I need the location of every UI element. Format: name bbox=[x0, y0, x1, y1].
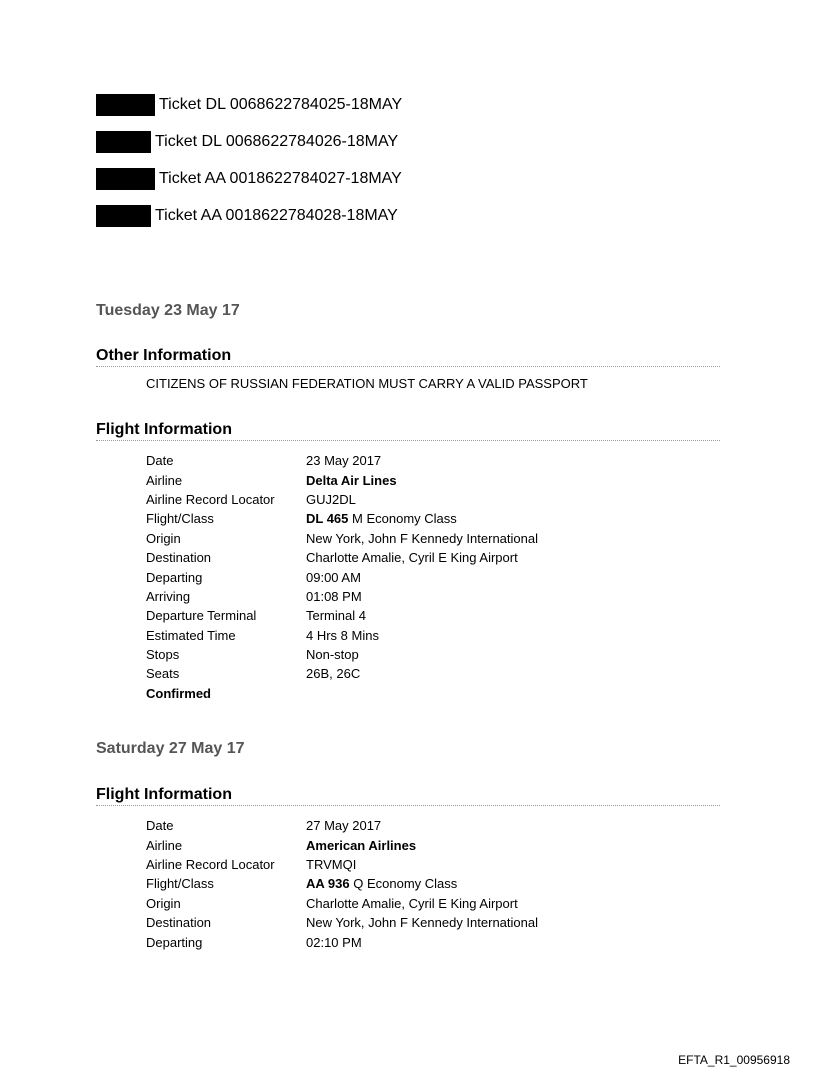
ticket-text: Ticket AA 0018622784027-18MAY bbox=[159, 170, 402, 187]
passport-note: CITIZENS OF RUSSIAN FEDERATION MUST CARRY A VALID PASSPORT bbox=[146, 376, 588, 391]
detail-label: Airline Record Locator bbox=[146, 856, 275, 872]
other-information-section bbox=[96, 347, 720, 391]
detail-label: Departing bbox=[146, 934, 203, 950]
detail-row-estimated-time bbox=[146, 626, 720, 645]
detail-row-origin bbox=[146, 529, 720, 548]
flight-number: AA 936 bbox=[306, 876, 350, 892]
booking-status: Confirmed bbox=[146, 685, 211, 701]
detail-row-destination bbox=[146, 913, 720, 932]
detail-label: Arriving bbox=[146, 588, 191, 604]
detail-label: Flight/Class bbox=[146, 511, 214, 527]
ticket-text: Ticket AA 0018622784028-18MAY bbox=[155, 207, 398, 224]
detail-label: Seats bbox=[146, 666, 180, 682]
detail-row-airline bbox=[146, 835, 720, 854]
detail-value: GUJ2DL bbox=[306, 491, 356, 507]
detail-label: Origin bbox=[146, 530, 181, 546]
detail-row-terminal bbox=[146, 606, 720, 625]
day-heading: Tuesday 23 May 17 bbox=[96, 302, 240, 319]
travel-class: M Economy Class bbox=[352, 511, 457, 527]
travel-class: Q Economy Class bbox=[353, 876, 458, 892]
ticket-line bbox=[96, 205, 398, 227]
detail-label: Flight/Class bbox=[146, 876, 214, 892]
detail-value: New York, John F Kennedy International bbox=[306, 530, 538, 546]
detail-label: Airline bbox=[146, 472, 183, 488]
flight-information-section bbox=[96, 786, 720, 952]
ticket-line bbox=[96, 131, 398, 153]
detail-value: 23 May 2017 bbox=[306, 453, 382, 469]
flight-number: DL 465 bbox=[306, 511, 349, 527]
detail-label: Stops bbox=[146, 647, 180, 663]
detail-label: Departing bbox=[146, 569, 203, 585]
detail-row-origin bbox=[146, 894, 720, 913]
section-title: Flight Information bbox=[96, 421, 720, 441]
detail-value bbox=[306, 876, 457, 891]
detail-label: Airline bbox=[146, 837, 183, 853]
detail-row-date bbox=[146, 816, 720, 835]
detail-value: 02:10 PM bbox=[306, 934, 362, 950]
detail-row-destination bbox=[146, 548, 720, 567]
detail-row-seats bbox=[146, 664, 720, 683]
detail-label: Origin bbox=[146, 895, 181, 911]
detail-row-date bbox=[146, 451, 720, 470]
detail-label: Airline Record Locator bbox=[146, 491, 275, 507]
redaction-box bbox=[96, 94, 155, 116]
detail-value: 4 Hrs 8 Mins bbox=[306, 627, 379, 643]
redaction-box bbox=[96, 168, 155, 190]
detail-row-status bbox=[146, 684, 720, 703]
detail-value: 26B, 26C bbox=[306, 666, 361, 682]
detail-value: 27 May 2017 bbox=[306, 818, 382, 834]
redaction-box bbox=[96, 205, 151, 227]
detail-value: Non-stop bbox=[306, 647, 359, 663]
ticket-line bbox=[96, 94, 402, 116]
detail-value: Terminal 4 bbox=[306, 608, 366, 624]
detail-row-locator bbox=[146, 855, 720, 874]
detail-row-departing bbox=[146, 932, 720, 951]
document-id: EFTA_R1_00956918 bbox=[678, 1053, 790, 1067]
detail-value: Charlotte Amalie, Cyril E King Airport bbox=[306, 895, 518, 911]
section-title: Other Information bbox=[96, 347, 720, 367]
detail-value: Delta Air Lines bbox=[306, 472, 397, 488]
ticket-text: Ticket DL 0068622784026-18MAY bbox=[155, 133, 399, 150]
redaction-box bbox=[96, 131, 151, 153]
detail-value: Charlotte Amalie, Cyril E King Airport bbox=[306, 550, 518, 566]
section-title: Flight Information bbox=[96, 786, 720, 806]
detail-value: 09:00 AM bbox=[306, 569, 361, 585]
detail-label: Estimated Time bbox=[146, 627, 236, 643]
flight-information-section bbox=[96, 421, 720, 703]
day-heading: Saturday 27 May 17 bbox=[96, 740, 245, 757]
detail-value: American Airlines bbox=[306, 837, 417, 853]
flight-details bbox=[146, 816, 720, 952]
detail-label: Destination bbox=[146, 550, 212, 566]
ticket-text: Ticket DL 0068622784025-18MAY bbox=[159, 96, 403, 113]
detail-row-stops bbox=[146, 645, 720, 664]
detail-value: TRVMQI bbox=[306, 856, 357, 872]
detail-label: Departure Terminal bbox=[146, 608, 257, 624]
detail-label: Date bbox=[146, 818, 174, 834]
flight-details bbox=[146, 451, 720, 703]
detail-row-airline bbox=[146, 470, 720, 489]
detail-value bbox=[306, 511, 457, 526]
detail-row-locator bbox=[146, 490, 720, 509]
detail-row-arriving bbox=[146, 587, 720, 606]
ticket-line bbox=[96, 168, 402, 190]
detail-value: 01:08 PM bbox=[306, 588, 362, 604]
detail-value: New York, John F Kennedy International bbox=[306, 915, 538, 931]
detail-row-flight-class bbox=[146, 509, 720, 528]
detail-row-departing bbox=[146, 567, 720, 586]
detail-label: Date bbox=[146, 453, 174, 469]
detail-row-flight-class bbox=[146, 874, 720, 893]
detail-label: Destination bbox=[146, 915, 212, 931]
